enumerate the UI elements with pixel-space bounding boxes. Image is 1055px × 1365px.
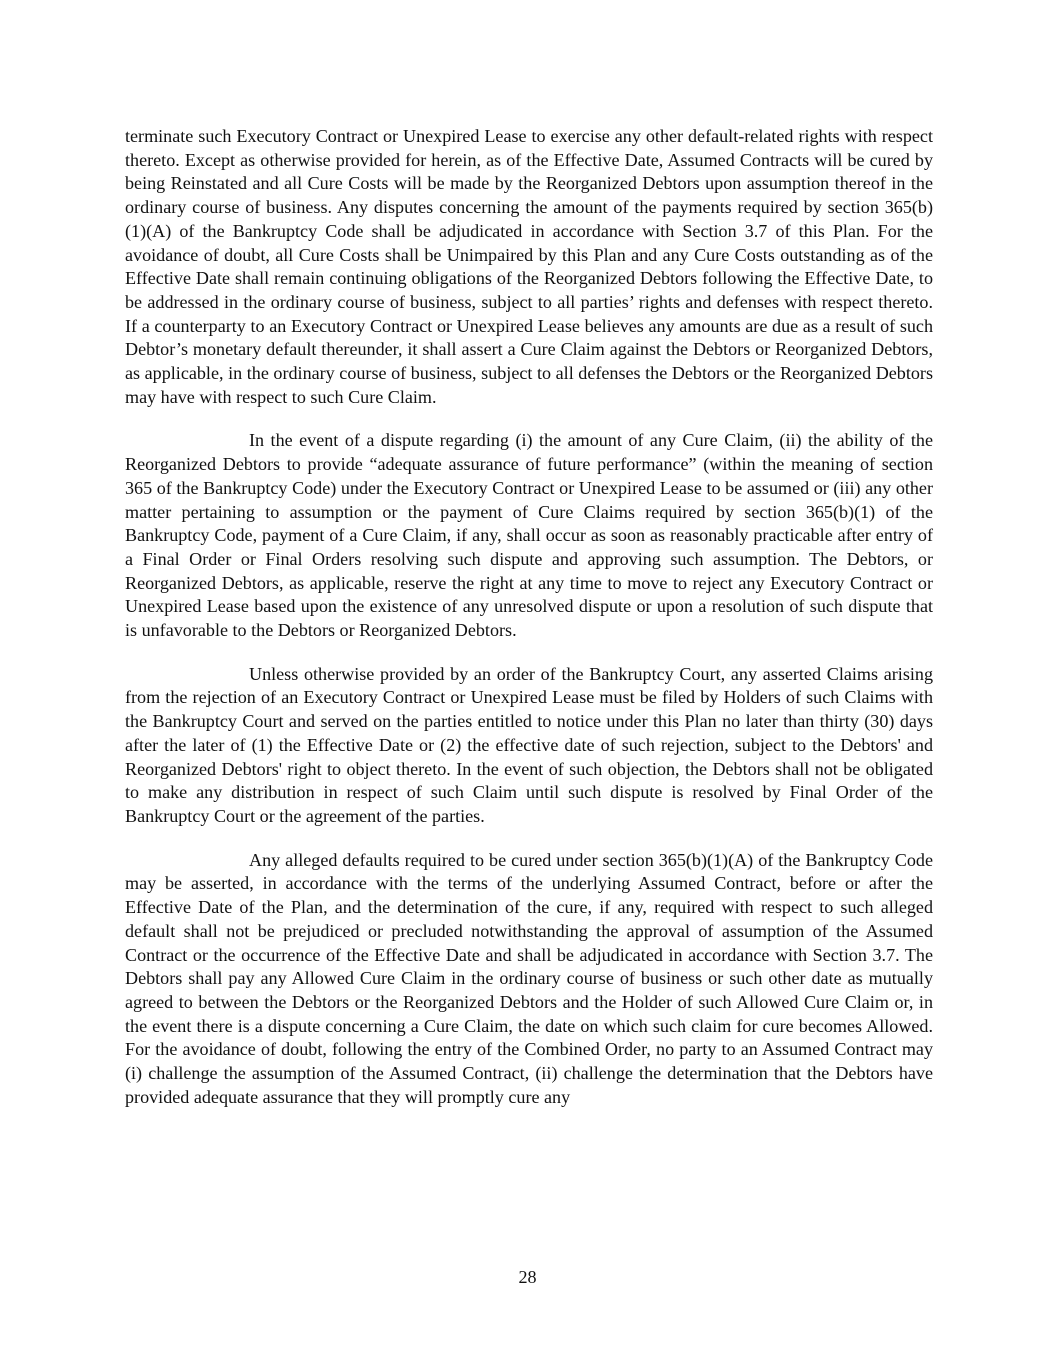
paragraph-cure-claim-dispute: In the event of a dispute regarding (i) the amount of any Cure Claim, (ii) the ability of the Reorganized Debtors to provide “adequate assurance of future performance” (within the meaning of section 365 of the Bankruptcy Code) under the Executory Contract or Unexpired Lease to be assumed or (iii) any other matter pertaining to assumption or the payment of Cure Claims required by section 365(b)(1) of the Bankruptcy Code, payment of a Cure Claim, if any, shall occur as soon as reasonably practicable after entry of a Final Order or Final Orders resolving such dispute and approving such assumption. The Debtors, or Reorganized Debtors, as applicable, reserve the right at any time to move to reject any Executory Contract or Unexpired Lease based upon the existence of any unresolved dispute or upon a resolution of such dispute that is unfavorable to the Debtors or Reorganized Debtors.	[125, 430, 933, 641]
paragraph-rejection-claims: Unless otherwise provided by an order of the Bankruptcy Court, any asserted Claims arising from the rejection of an Executory Contract or Unexpired Lease must be filed by Holders of such Claims with the Bankruptcy Court and served on the parties entitled to notice under this Plan no later than thirty (30) days after the later of (1) the Effective Date or (2) the effective date of such rejection, subject to the Debtors' and Reorganized Debtors' right to object thereto. In the event of such objection, the Debtors shall not be obligated to make any distribution in respect of such Claim until such dispute is resolved by Final Order of the Bankruptcy Court or the agreement of the parties.	[125, 663, 933, 826]
page-number: 28	[518, 1267, 537, 1287]
document-body	[125, 125, 933, 1129]
paragraph-alleged-defaults: Any alleged defaults required to be cured under section 365(b)(1)(A) of the Bankruptcy Code may be asserted, in accordance with the terms of the underlying Assumed Contract, before or after the Effective Date of the Plan, and the determination of the cure, if any, required with respect to such alleged default shall not be prejudiced or precluded notwithstanding the approval of assumption of the Assumed Contract or the occurrence of the Effective Date and shall be adjudicated in accordance with Section 3.7. The Debtors shall pay any Allowed Cure Claim in the ordinary course of business or such other date as mutually agreed to between the Debtors or the Reorganized Debtors and the Holder of such Allowed Cure Claim or, in the event there is a dispute concerning a Cure Claim, the date on which such claim for cure becomes Allowed. For the avoidance of doubt, following the entry of the Combined Order, no party to an Assumed Contract may (i) challenge the assumption of the Assumed Contract, (ii) challenge the determination that the Debtors have provided adequate assurance that they will promptly cure any	[125, 849, 933, 1107]
paragraph-continuation: terminate such Executory Contract or Unexpired Lease to exercise any other default-related rights with respect thereto. Except as otherwise provided for herein, as of the Effective Date, Assumed Contracts will be cured by being Reinstated and all Cure Costs will be made by the Reorganized Debtors upon assumption thereof in the ordinary course of business. Any disputes concerning the amount of the payments required by section 365(b)(1)(A) of the Bankruptcy Code shall be adjudicated in accordance with Section 3.7 of this Plan. For the avoidance of doubt, all Cure Costs shall be Unimpaired by this Plan and any Cure Costs outstanding as of the Effective Date shall remain continuing obligations of the Reorganized Debtors following the Effective Date, to be addressed in the ordinary course of business, subject to all parties’ rights and defenses with respect thereto. If a counterparty to an Executory Contract or Unexpired Lease believes any amounts are due as a result of such Debtor’s monetary default thereunder, it shall assert a Cure Claim against the Debtors or Reorganized Debtors, as applicable, in the ordinary course of business, subject to all defenses the Debtors or the Reorganized Debtors may have with respect to such Cure Claim.	[125, 126, 933, 407]
